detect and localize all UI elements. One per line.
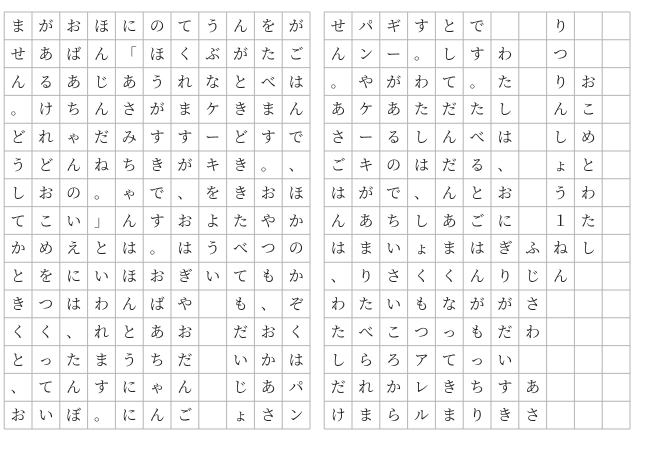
manuscript-char: な (205, 72, 221, 91)
manuscript-char: ん (552, 100, 568, 119)
manuscript-char: ん (149, 406, 165, 425)
manuscript-char: 。 (260, 155, 276, 174)
manuscript-char: ま (358, 406, 374, 425)
manuscript-char: ぼ (66, 406, 82, 425)
manuscript-char: せ (10, 44, 26, 63)
manuscript-char: お (497, 183, 513, 202)
manuscript-char: つ (38, 294, 54, 313)
manuscript-char: ン (288, 406, 304, 425)
manuscript-char: き (232, 155, 248, 174)
manuscript-char: は (177, 239, 193, 258)
manuscript-char: ょ (413, 239, 429, 258)
manuscript-char: ん (232, 16, 248, 35)
manuscript-char: ふ (525, 239, 541, 258)
manuscript-char: キ (205, 155, 221, 174)
manuscript-char: ま (10, 16, 26, 35)
manuscript-char: べ (232, 239, 248, 258)
manuscript-char: ら (386, 406, 402, 425)
manuscript-char: か (386, 378, 402, 397)
manuscript-char: し (413, 128, 429, 147)
manuscript-char: ほ (121, 267, 137, 286)
manuscript-char: る (469, 155, 485, 174)
manuscript-char: さ (121, 100, 137, 119)
manuscript-char: の (288, 239, 304, 258)
manuscript-char: 、 (413, 183, 429, 202)
manuscript-char: い (66, 211, 82, 230)
manuscript-char: や (260, 211, 276, 230)
manuscript-char: わ (525, 322, 541, 341)
manuscript-char: だ (93, 128, 109, 147)
manuscript-char: ん (121, 211, 137, 230)
manuscript-char: キ (358, 155, 374, 174)
manuscript-char: さ (525, 406, 541, 425)
manuscript-char: お (149, 267, 165, 286)
manuscript-char: て (441, 72, 457, 91)
manuscript-char: の (149, 16, 165, 35)
manuscript-char: き (149, 155, 165, 174)
manuscript-char: 、 (177, 183, 193, 202)
manuscript-char: か (288, 267, 304, 286)
manuscript-char: お (177, 322, 193, 341)
manuscript-char: た (497, 72, 513, 91)
manuscript-char: き (232, 183, 248, 202)
manuscript-char: す (469, 44, 485, 63)
manuscript-char: 、 (288, 155, 304, 174)
manuscript-char: ど (38, 155, 54, 174)
manuscript-char: を (38, 267, 54, 286)
manuscript-char: め (580, 128, 596, 147)
manuscript-char: い (232, 350, 248, 369)
manuscript-char: が (497, 294, 513, 313)
manuscript-char: う (121, 350, 137, 369)
manuscript-char: ゃ (149, 378, 165, 397)
manuscript-char: み (121, 128, 137, 147)
manuscript-char: 、 (330, 267, 346, 286)
manuscript-char: よ (205, 211, 221, 230)
manuscript-char: ん (177, 378, 193, 397)
manuscript-char: ゃ (121, 183, 137, 202)
manuscript-char: が (232, 44, 248, 63)
manuscript-char: ケ (205, 100, 221, 119)
manuscript-char: て (441, 350, 457, 369)
manuscript-char: ん (93, 100, 109, 119)
manuscript-char: さ (386, 267, 402, 286)
manuscript-char: ほ (93, 16, 109, 35)
manuscript-char: ご (177, 406, 193, 425)
manuscript-char: で (288, 128, 304, 147)
manuscript-char: が (38, 16, 54, 35)
manuscript-char: だ (441, 100, 457, 119)
manuscript-char: こ (580, 100, 596, 119)
manuscript-char: く (38, 322, 54, 341)
manuscript-char: は (288, 350, 304, 369)
manuscript-char: い (386, 294, 402, 313)
manuscript-char: 「 (121, 44, 137, 63)
manuscript-char: お (66, 16, 82, 35)
manuscript-char: さ (330, 128, 346, 147)
manuscript-char: す (149, 128, 165, 147)
manuscript-char: ギ (386, 16, 402, 35)
manuscript-char: ま (177, 100, 193, 119)
manuscript-char: た (260, 44, 276, 63)
manuscript-char: は (288, 72, 304, 91)
manuscript-char: こ (386, 322, 402, 341)
manuscript-char: じ (93, 72, 109, 91)
manuscript-char: と (580, 155, 596, 174)
manuscript-char: 。 (413, 44, 429, 63)
manuscript-char: ま (260, 100, 276, 119)
manuscript-char: ー (386, 44, 402, 63)
manuscript-char: だ (330, 378, 346, 397)
manuscript-char: か (260, 350, 276, 369)
manuscript-char: う (10, 155, 26, 174)
manuscript-char: ん (552, 267, 568, 286)
manuscript-char: を (205, 183, 221, 202)
manuscript-char: ど (10, 128, 26, 147)
manuscript-char: ん (66, 155, 82, 174)
manuscript-char: ん (441, 183, 457, 202)
manuscript-char: で (386, 183, 402, 202)
manuscript-char: の (66, 183, 82, 202)
manuscript-char: お (10, 406, 26, 425)
manuscript-char: あ (525, 378, 541, 397)
manuscript-char: パ (358, 16, 374, 35)
manuscript-char: ま (441, 406, 457, 425)
manuscript-char: で (149, 183, 165, 202)
manuscript-char: つ (552, 44, 568, 63)
manuscript-char: は (469, 239, 485, 258)
manuscript-char: く (288, 322, 304, 341)
manuscript-char: が (288, 16, 304, 35)
manuscript-char: と (121, 322, 137, 341)
manuscript-char: し (413, 211, 429, 230)
manuscript-char: っ (441, 322, 457, 341)
manuscript-char: い (93, 267, 109, 286)
manuscript-char: か (288, 211, 304, 230)
manuscript-char: さ (260, 406, 276, 425)
manuscript-char: ば (66, 44, 82, 63)
manuscript-char: え (66, 239, 82, 258)
manuscript-char: ご (330, 155, 346, 174)
manuscript-char: も (413, 294, 429, 313)
manuscript-char: 、 (260, 294, 276, 313)
manuscript-char: だ (177, 350, 193, 369)
manuscript-char: か (10, 239, 26, 258)
manuscript-char: べ (469, 128, 485, 147)
manuscript-char: た (580, 211, 596, 230)
manuscript-char: た (358, 294, 374, 313)
manuscript-char: 。 (469, 72, 485, 91)
manuscript-char: に (121, 406, 137, 425)
manuscript-char: ご (288, 44, 304, 63)
manuscript-char: り (552, 72, 568, 91)
manuscript-char: わ (413, 72, 429, 91)
manuscript-char: り (358, 267, 374, 286)
manuscript-char: せ (330, 16, 346, 35)
manuscript-char: パ (288, 378, 304, 397)
manuscript-char: ん (288, 100, 304, 119)
manuscript-char: ぎ (497, 239, 513, 258)
manuscript-char: お (580, 72, 596, 91)
manuscript-char: に (121, 378, 137, 397)
manuscript-char: け (38, 100, 54, 119)
manuscript-char: し (10, 183, 26, 202)
manuscript-char: ほ (149, 44, 165, 63)
manuscript-char: と (469, 183, 485, 202)
manuscript-char: ご (469, 211, 485, 230)
manuscript-char: ぶ (205, 44, 221, 63)
manuscript-char: い (386, 239, 402, 258)
manuscript-char: た (469, 100, 485, 119)
manuscript-char: し (580, 239, 596, 258)
manuscript-char: め (38, 239, 54, 258)
manuscript-char: も (232, 294, 248, 313)
manuscript-char: し (330, 350, 346, 369)
manuscript-char: く (177, 44, 193, 63)
manuscript-char: が (149, 100, 165, 119)
manuscript-char: 、 (66, 322, 82, 341)
manuscript-char: 。 (149, 239, 165, 258)
manuscript-char: う (205, 239, 221, 258)
manuscript-char: き (10, 294, 26, 313)
manuscript-char: お (260, 183, 276, 202)
manuscript-char: ー (358, 128, 374, 147)
manuscript-char: ん (10, 72, 26, 91)
manuscript-char: レ (413, 378, 429, 397)
manuscript-char: り (552, 16, 568, 35)
manuscript-char: さ (525, 294, 541, 313)
manuscript-char: ね (552, 239, 568, 258)
manuscript-char: ほ (288, 183, 304, 202)
manuscript-char: ま (358, 239, 374, 258)
manuscript-char: に (121, 16, 137, 35)
manuscript-char: じ (232, 378, 248, 397)
manuscript-char: や (358, 72, 374, 91)
manuscript-char: ん (66, 378, 82, 397)
manuscript-char: な (441, 294, 457, 313)
manuscript-char: し (552, 128, 568, 147)
manuscript-char: っ (38, 350, 54, 369)
manuscript-char: ぎ (177, 267, 193, 286)
manuscript-char: ち (386, 211, 402, 230)
manuscript-char: ア (413, 350, 429, 369)
manuscript-char: と (10, 350, 26, 369)
manuscript-char: あ (38, 44, 54, 63)
manuscript-char: て (10, 211, 26, 230)
manuscript-char: あ (121, 72, 137, 91)
manuscript-char: や (177, 294, 193, 313)
manuscript-char: だ (497, 322, 513, 341)
manuscript-char: た (413, 100, 429, 119)
manuscript-char: こ (38, 211, 54, 230)
manuscript-char: あ (149, 322, 165, 341)
manuscript-char: ろ (386, 350, 402, 369)
manuscript-char (520, 347, 546, 373)
manuscript-char: じ (525, 267, 541, 286)
manuscript-char: と (441, 16, 457, 35)
manuscript-char: あ (386, 100, 402, 119)
manuscript-char: ま (441, 239, 457, 258)
manuscript-char: つ (260, 239, 276, 258)
manuscript-char: れ (177, 72, 193, 91)
manuscript-char: き (497, 406, 513, 425)
manuscript-char: で (469, 16, 485, 35)
manuscript-char: れ (358, 378, 374, 397)
manuscript-char: ン (358, 44, 374, 63)
manuscript-char: を (260, 16, 276, 35)
manuscript-char: ば (149, 294, 165, 313)
manuscript-char: 。 (330, 72, 346, 91)
manuscript-char: ょ (232, 406, 248, 425)
manuscript-char: あ (358, 211, 374, 230)
manuscript-char: に (497, 211, 513, 230)
manuscript-char: 、 (10, 378, 26, 397)
manuscript-char: ち (121, 155, 137, 174)
manuscript-char: う (205, 16, 221, 35)
manuscript-char: す (93, 378, 109, 397)
manuscript-char: あ (66, 72, 82, 91)
manuscript-char: ん (330, 211, 346, 230)
manuscript-char: る (386, 128, 402, 147)
manuscript-char: り (469, 406, 485, 425)
manuscript-char: く (441, 267, 457, 286)
manuscript-char: れ (38, 128, 54, 147)
manuscript-char: て (38, 378, 54, 397)
manuscript-char: 。 (93, 406, 109, 425)
manuscript-char: が (469, 294, 485, 313)
manuscript-char: た (232, 211, 248, 230)
manuscript-char: と (10, 267, 26, 286)
manuscript-char: た (66, 350, 82, 369)
manuscript-char: が (358, 183, 374, 202)
manuscript-char: が (386, 72, 402, 91)
manuscript-char: に (66, 267, 82, 286)
manuscript-char: ん (330, 44, 346, 63)
manuscript-char: ゃ (66, 128, 82, 147)
manuscript-char: は (330, 239, 346, 258)
manuscript-char: は (66, 294, 82, 313)
manuscript-char: だ (232, 322, 248, 341)
manuscript-char: も (469, 322, 485, 341)
manuscript-char: ル (413, 406, 429, 425)
manuscript-char: べ (260, 72, 276, 91)
manuscript-char: す (413, 16, 429, 35)
manuscript-char: ね (93, 155, 109, 174)
manuscript-char: う (552, 183, 568, 202)
manuscript-char: て (232, 267, 248, 286)
manuscript-char: わ (330, 294, 346, 313)
manuscript-char: ょ (552, 155, 568, 174)
manuscript-char: あ (441, 211, 457, 230)
manuscript-char: ち (469, 378, 485, 397)
manuscript-char: い (38, 406, 54, 425)
manuscript-char: お (177, 211, 193, 230)
manuscript-char: る (38, 72, 54, 91)
manuscript-char: た (330, 322, 346, 341)
manuscript-char: わ (497, 44, 513, 63)
manuscript-char: ん (93, 44, 109, 63)
manuscript-char: ケ (358, 100, 374, 119)
manuscript-char: く (10, 322, 26, 341)
manuscript-char: し (497, 100, 513, 119)
manuscript-char: て (177, 16, 193, 35)
manuscript-char: り (497, 267, 513, 286)
manuscript-char: す (149, 211, 165, 230)
manuscript-char: ど (232, 128, 248, 147)
manuscript-char: ー (205, 128, 221, 147)
manuscript-char: き (232, 100, 248, 119)
manuscript-char: は (121, 239, 137, 258)
manuscript-char: け (330, 406, 346, 425)
manuscript-char: だ (441, 155, 457, 174)
manuscript-char: い (205, 267, 221, 286)
manuscript-char: と (93, 239, 109, 258)
manuscript-char: お (38, 183, 54, 202)
manuscript-char: あ (330, 100, 346, 119)
manuscript-char: ち (149, 350, 165, 369)
manuscript-char: く (413, 267, 429, 286)
manuscript-char: の (386, 155, 402, 174)
manuscript-char: 。 (10, 100, 26, 119)
manuscript-char: き (441, 378, 457, 397)
manuscript-char: う (149, 72, 165, 91)
manuscript-char: は (413, 155, 429, 174)
manuscript-char: も (260, 267, 276, 286)
manuscript-char: ん (121, 294, 137, 313)
manuscript-char: お (260, 322, 276, 341)
manuscript-char: つ (413, 322, 429, 341)
manuscript-char: 。 (93, 183, 109, 202)
manuscript-char: あ (260, 378, 276, 397)
manuscript-char: １ (552, 211, 568, 230)
manuscript-char: は (497, 128, 513, 147)
manuscript-char: べ (358, 322, 374, 341)
manuscript-char: ぞ (288, 294, 304, 313)
manuscript-char: す (177, 128, 193, 147)
manuscript-char: が (177, 155, 193, 174)
manuscript-char: ん (469, 267, 485, 286)
manuscript-char: れ (93, 322, 109, 341)
manuscript-char: 」 (93, 211, 109, 230)
manuscript-char: す (260, 128, 276, 147)
manuscript-char: と (232, 72, 248, 91)
manuscript-char: ら (358, 350, 374, 369)
manuscript-char: ん (441, 128, 457, 147)
manuscript-char: し (441, 44, 457, 63)
manuscript-char: す (497, 378, 513, 397)
manuscript-char: い (497, 350, 513, 369)
manuscript-char: っ (469, 350, 485, 369)
manuscript-char: ち (66, 100, 82, 119)
manuscript-char: わ (580, 183, 596, 202)
manuscript-char: 、 (497, 155, 513, 174)
manuscript-char: ま (93, 350, 109, 369)
manuscript-char: は (330, 183, 346, 202)
manuscript-char: わ (93, 294, 109, 313)
